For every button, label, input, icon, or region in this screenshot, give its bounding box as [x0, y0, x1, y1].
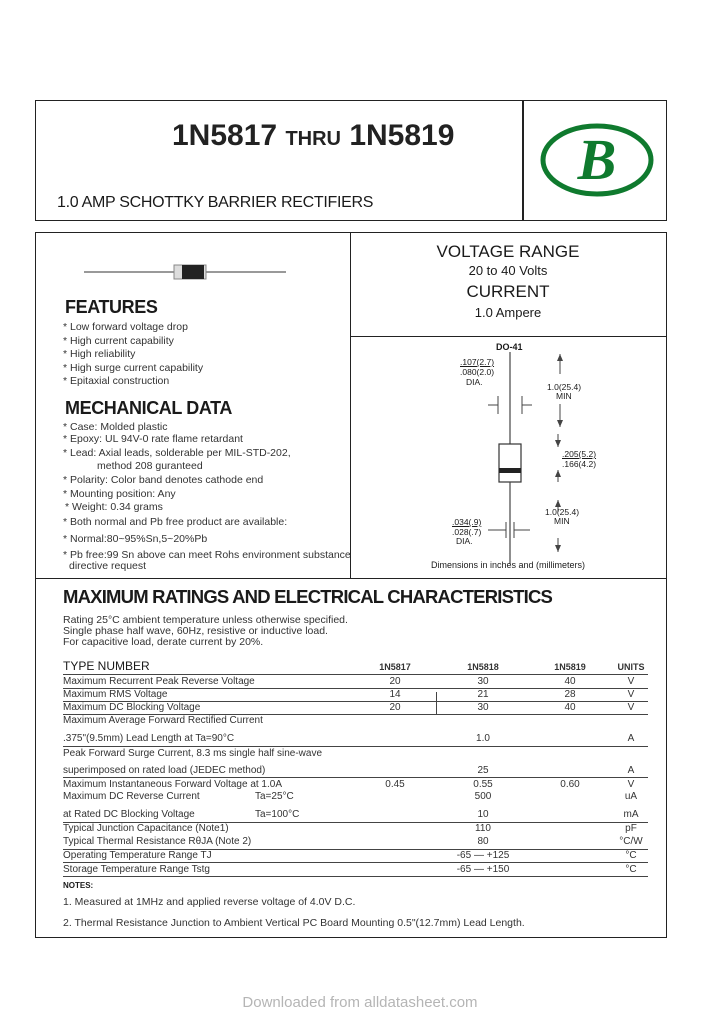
row-condition: Ta=100°C [255, 809, 300, 820]
col-type-number: TYPE NUMBER [63, 659, 150, 673]
row-unit: °C [625, 850, 637, 861]
note-1: 1. Measured at 1MHz and applied reverse voltage of 4.0V D.C. [63, 896, 356, 908]
table-rule [63, 777, 648, 778]
lead-dia-bot: .080(2.0) [460, 367, 495, 377]
mech-item: * Lead: Axial leads, solderable per MIL-STD-202, [63, 447, 291, 459]
footer-watermark: Downloaded from alldatasheet.com [242, 994, 478, 1011]
row-value: 20 [389, 702, 401, 713]
table-rule [63, 862, 648, 863]
thru-label: THRU [285, 128, 341, 150]
mech-item: * Pb free:99 Sn above can meet Rohs environment substance [63, 549, 351, 561]
row-unit: uA [624, 791, 638, 802]
row-unit: V [627, 689, 635, 700]
mech-item: * Normal:80~95%Sn,5~20%Pb [63, 533, 208, 545]
table-rule [63, 849, 648, 850]
feature-item: * Epitaxial construction [63, 375, 170, 387]
ratings-intro-3: For capacitive load, derate current by 20%. [63, 636, 264, 648]
row-unit: °C/W [619, 836, 643, 847]
current-label: CURRENT [466, 282, 550, 301]
row-value: 20 [389, 676, 401, 687]
table-rule [63, 701, 648, 702]
row-value: 0.45 [385, 779, 405, 790]
row-value: 500 [474, 791, 492, 802]
row-value: -65 — +125 [456, 850, 510, 861]
row-unit: A [627, 733, 635, 744]
row-param: Maximum RMS Voltage [63, 689, 168, 700]
row-param: Maximum Instantaneous Forward Voltage at 1.0A [63, 779, 283, 790]
row-value: 10 [477, 809, 489, 820]
row-unit: V [627, 676, 635, 687]
row-param: Maximum DC Reverse Current [63, 791, 200, 802]
mech-item: * Mounting position: Any [63, 488, 176, 500]
lead-dia-label: DIA. [466, 377, 483, 387]
row-value: 25 [477, 765, 489, 776]
row-unit: pF [625, 823, 637, 834]
row-value: 14 [389, 689, 401, 700]
table-rule [63, 688, 648, 689]
row-value: -65 — +150 [456, 864, 510, 875]
lead-len-bot: 1.0(25.4) [545, 507, 580, 517]
lead-len-top-min: MIN [556, 391, 572, 401]
wire-dia-label: DIA. [456, 536, 473, 546]
feature-item: * High surge current capability [63, 362, 204, 374]
row-param: Typical Junction Capacitance (Note1) [63, 823, 229, 834]
mech-item: * Case: Molded plastic [63, 421, 168, 433]
row-value: 110 [475, 823, 491, 834]
row-value: 40 [564, 676, 576, 687]
range-divider [350, 336, 666, 337]
row-unit: V [627, 779, 635, 790]
row-value: 21 [477, 689, 489, 700]
current-value: 1.0 Ampere [474, 305, 542, 320]
col-1n5819: 1N5819 [554, 662, 586, 672]
row-param: Peak Forward Surge Current, 8.3 ms single half sine-wave [63, 748, 323, 759]
mech-item: * Epoxy: UL 94V-0 rate flame retardant [63, 433, 243, 445]
part-title [172, 119, 454, 153]
body-len-top: .205(5.2) [562, 449, 597, 459]
row-unit: mA [623, 809, 639, 820]
wire-dia-top: .034(.9) [452, 517, 482, 527]
brand-logo [540, 122, 654, 198]
mech-item: * Polarity: Color band denotes cathode end [63, 474, 264, 486]
table-divider [436, 692, 437, 714]
voltage-label: VOLTAGE RANGE [436, 242, 580, 261]
subtitle: 1.0 AMP SCHOTTKY BARRIER RECTIFIERS [57, 194, 374, 211]
lead-dia-top: .107(2.7) [460, 357, 495, 367]
part-to: 1N5819 [349, 119, 455, 152]
row-unit: A [627, 765, 635, 776]
note-2: 2. Thermal Resistance Junction to Ambient Vertical PC Board Mounting 0.5"(12.7mm) Lead Length. [63, 917, 525, 929]
mechanical-title: MECHANICAL DATA [65, 398, 232, 418]
row-value: 1.0 [476, 733, 490, 744]
ratings-intro-2: Single phase half wave, 60Hz, resistive or inductive load. [63, 625, 328, 637]
row-param: at Rated DC Blocking Voltage [63, 809, 195, 820]
row-param: superimposed on rated load (JEDEC method) [63, 765, 266, 776]
diode-image [84, 262, 286, 282]
col-1n5817: 1N5817 [379, 662, 411, 672]
body-len-bot: .166(4.2) [562, 459, 597, 469]
row-value: 28 [564, 689, 576, 700]
mech-item: method 208 guranteed [97, 460, 203, 472]
row-param: Maximum Average Forward Rectified Current [63, 715, 263, 726]
voltage-value: 20 to 40 Volts [468, 263, 548, 278]
package-label: DO-41 [496, 342, 523, 352]
feature-item: * Low forward voltage drop [63, 321, 188, 333]
feature-item: * High current capability [63, 335, 174, 347]
lead-len-top: 1.0(25.4) [547, 382, 582, 392]
row-param: Operating Temperature Range TJ [63, 850, 212, 861]
ratings-intro-1: Rating 25°C ambient temperature unless otherwise specified. [63, 614, 348, 626]
table-rule [63, 822, 648, 823]
col-units: UNITS [617, 662, 645, 672]
row-value: 30 [477, 702, 489, 713]
row-param: Maximum DC Blocking Voltage [63, 702, 201, 713]
col-1n5818: 1N5818 [467, 662, 499, 672]
table-header-rule [63, 674, 648, 675]
feature-item: * High reliability [63, 348, 136, 360]
dimensions-caption: Dimensions in inches and (millimeters) [430, 560, 586, 570]
row-param: .375"(9.5mm) Lead Length at Ta=90°C [63, 733, 235, 744]
wire-dia-bot: .028(.7) [452, 527, 482, 537]
row-unit: °C [625, 864, 637, 875]
features-title: FEATURES [65, 297, 158, 317]
row-value: 40 [564, 702, 576, 713]
table-rule [63, 714, 648, 715]
table-rule [63, 876, 648, 877]
row-condition: Ta=25°C [255, 791, 294, 802]
part-from: 1N5817 [172, 119, 278, 152]
row-unit: V [627, 702, 635, 713]
lead-len-bot-min: MIN [554, 516, 570, 526]
notes-title: NOTES: [63, 881, 94, 890]
ratings-title: MAXIMUM RATINGS AND ELECTRICAL CHARACTERISTICS [63, 586, 553, 607]
row-value: 0.60 [560, 779, 580, 790]
row-param: Maximum Recurrent Peak Reverse Voltage [63, 676, 255, 687]
logo-letter: B [577, 127, 617, 192]
row-value: 80 [477, 836, 489, 847]
mech-item: * Weight: 0.34 grams [65, 501, 163, 513]
row-param: Storage Temperature Range Tstg [63, 864, 210, 875]
row-param: Typical Thermal Resistance RθJA (Note 2) [63, 836, 252, 847]
row-value: 30 [477, 676, 489, 687]
table-rule [63, 746, 648, 747]
row-value: 0.55 [473, 779, 493, 790]
mech-item: directive request [69, 560, 147, 572]
mech-item: * Both normal and Pb free product are available: [63, 516, 288, 528]
